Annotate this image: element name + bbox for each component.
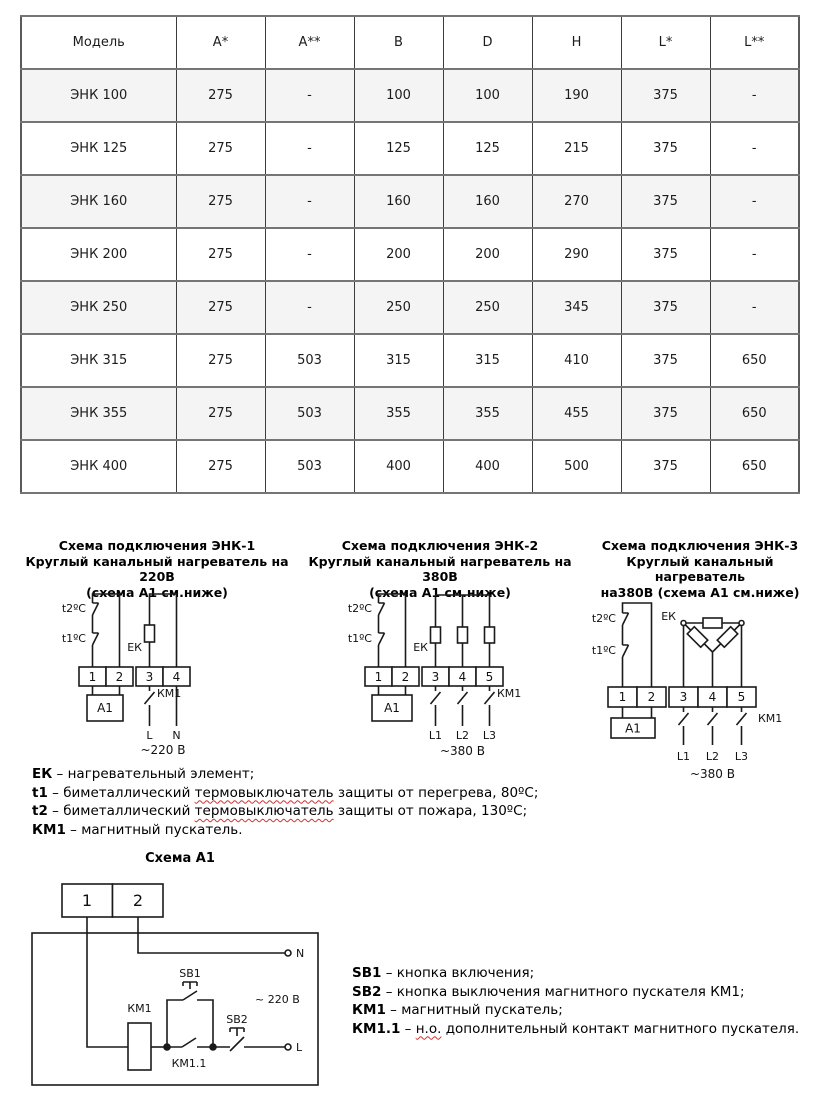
t1-label: t1ºС [591, 644, 616, 657]
table-cell: 455 [532, 387, 621, 440]
spec-table-head-row [21, 16, 799, 69]
terminal-number: 1 [374, 670, 383, 684]
column-header: H [532, 16, 621, 69]
table-row [21, 228, 799, 281]
table-cell: 375 [621, 387, 710, 440]
table-cell: - [265, 122, 354, 175]
legend-term: t1 [32, 784, 48, 801]
table-cell: ЭНК 400 [21, 440, 176, 493]
table-cell: - [265, 228, 354, 281]
scheme-a1-legend [352, 964, 799, 1038]
legend-item: t2 – биметаллический термовыключатель защиты от пожара, 130ºС; [32, 803, 528, 819]
line-l3-label: L3 [482, 729, 497, 742]
km11-contact-icon [167, 1038, 213, 1047]
table-cell: 200 [354, 228, 443, 281]
legend-term: КМ1.1 [352, 1020, 401, 1037]
table-cell: ЭНК 315 [21, 334, 176, 387]
km1-contact-icon [145, 686, 155, 726]
a1-module-label: А1 [625, 721, 641, 736]
table-cell: - [265, 175, 354, 228]
legend-term: SB1 [352, 965, 382, 981]
l-terminal-circle [285, 1044, 291, 1050]
legend-term: SB2 [352, 983, 382, 1000]
terminal-number: 4 [708, 690, 717, 704]
line-n-label: N [172, 729, 181, 742]
table-row [21, 69, 799, 122]
terminal-number: 4 [458, 670, 467, 684]
table-cell: - [265, 281, 354, 334]
table-row [21, 387, 799, 440]
table-cell: 125 [443, 122, 532, 175]
table-cell: 190 [532, 69, 621, 122]
table-cell: 315 [354, 334, 443, 387]
table-cell: 250 [354, 281, 443, 334]
title-line: Круглый канальный нагреватель на 220В [25, 553, 289, 584]
table-cell: 275 [176, 69, 265, 122]
title-line: Схема подключения ЭНК-3 [601, 538, 799, 553]
title-line: Круглый канальный нагреватель на 380В [308, 553, 572, 584]
legend-item: SB2 – кнопка выключения магнитного пускателя КМ1; [352, 983, 745, 1000]
km1-contact-icon [485, 686, 495, 726]
terminal-number: 2 [401, 670, 410, 684]
legend-item: ЕК – нагревательный элемент; [32, 766, 255, 782]
table-cell: - [710, 69, 799, 122]
table-cell: 375 [621, 122, 710, 175]
t2-label: t2ºС [347, 602, 372, 615]
heater-element-icon [703, 618, 722, 628]
column-header: D [443, 16, 532, 69]
line-l1-label: L1 [428, 729, 443, 742]
a1-module-label: А1 [384, 701, 400, 715]
terminal-number: 1 [81, 891, 93, 910]
km1-label: КМ1 [758, 712, 783, 725]
column-header: B [354, 16, 443, 69]
title-line: Схема подключения ЭНК-1 [58, 538, 256, 553]
column-header: Модель [21, 16, 176, 69]
table-cell: ЭНК 355 [21, 387, 176, 440]
heater-element-icon [717, 627, 738, 648]
heater-element-icon [431, 627, 441, 643]
legend-item: SB1 – кнопка включения; [352, 965, 535, 981]
enk3-wiring-diagram [585, 585, 820, 790]
table-cell: 250 [443, 281, 532, 334]
table-cell: - [710, 175, 799, 228]
km1-contact-icon [431, 686, 441, 726]
legend-item: t1 – биметаллический термовыключатель защиты от перегрева, 80ºС; [32, 784, 539, 801]
terminal-number: 2 [647, 690, 656, 704]
title-line: Схема подключения ЭНК-2 [341, 538, 539, 553]
table-cell: ЭНК 160 [21, 175, 176, 228]
thermal-switch-icon [623, 613, 629, 657]
voltage-label: ~380 В [689, 767, 736, 781]
table-cell: 375 [621, 69, 710, 122]
table-cell: 400 [443, 440, 532, 493]
ek-label: ЕК [661, 610, 676, 623]
terminal-number: 2 [115, 670, 124, 684]
line-l1-label: L1 [676, 750, 691, 763]
table-cell: 275 [176, 122, 265, 175]
terminal-number: 3 [679, 690, 688, 704]
table-cell: 200 [443, 228, 532, 281]
scheme-a1-title: Схема А1 [145, 851, 215, 866]
misspelled-word: н.о. [415, 1020, 442, 1037]
title-line: Круглый канальный нагреватель [626, 553, 774, 584]
t1-label: t1ºС [347, 632, 372, 645]
table-cell: 315 [443, 334, 532, 387]
legend-item: КМ1.1 – н.о. дополнительный контакт магнитного пускателя. [352, 1020, 800, 1037]
table-row [21, 175, 799, 228]
column-header: A** [265, 16, 354, 69]
heater-element-icon [687, 627, 708, 648]
table-cell: 375 [621, 228, 710, 281]
legend-term: КМ1 [32, 821, 66, 838]
km1-label: КМ1 [157, 687, 182, 700]
table-cell: 650 [710, 440, 799, 493]
title-line: (схема А1 см.ниже) [369, 584, 511, 600]
ek-label: ЕК [127, 641, 142, 654]
voltage-label: ~380 В [439, 744, 486, 758]
table-cell: 400 [354, 440, 443, 493]
table-cell: ЭНК 250 [21, 281, 176, 334]
terminal-number: 5 [485, 670, 494, 684]
table-cell: 375 [621, 281, 710, 334]
enk2-wiring-diagram [330, 585, 580, 765]
column-header: A* [176, 16, 265, 69]
table-cell: 275 [176, 334, 265, 387]
sb1-button-icon [183, 982, 197, 1000]
legend-item: КМ1 – магнитный пускатель; [352, 1002, 563, 1018]
sb2-button-icon [213, 1028, 285, 1051]
voltage-label: ~220 В [140, 743, 186, 757]
enk1-wiring-diagram [30, 585, 280, 760]
km1-label: КМ1 [127, 1002, 152, 1015]
km1-contact-icon [458, 686, 468, 726]
table-cell: 650 [710, 334, 799, 387]
table-cell: 503 [265, 440, 354, 493]
km1-contact-icon [708, 707, 718, 745]
terminal-number: 3 [431, 670, 440, 684]
table-cell: - [265, 69, 354, 122]
title-line: (схема А1 см.ниже) [86, 584, 228, 600]
n-label: N [296, 947, 305, 960]
table-cell: 160 [443, 175, 532, 228]
table-cell: 275 [176, 440, 265, 493]
t2-label: t2ºС [591, 612, 616, 625]
column-header: L* [621, 16, 710, 69]
terminal-number: 2 [132, 891, 144, 910]
line-l2-label: L2 [455, 729, 470, 742]
table-cell: 375 [621, 175, 710, 228]
table-cell: - [710, 281, 799, 334]
table-row [21, 334, 799, 387]
km1-label: КМ1 [497, 687, 522, 700]
misspelled-word: термовыключатель [194, 803, 334, 819]
thermal-switch-icon [379, 603, 385, 645]
table-cell: 503 [265, 387, 354, 440]
ek-label: ЕК [413, 641, 428, 654]
legend-term: ЕК [32, 766, 53, 782]
table-cell: 275 [176, 387, 265, 440]
table-cell: 375 [621, 440, 710, 493]
km1-contact-icon [679, 707, 689, 745]
table-cell: 215 [532, 122, 621, 175]
table-cell: 345 [532, 281, 621, 334]
table-row [21, 122, 799, 175]
table-cell: 650 [710, 387, 799, 440]
column-header: L** [710, 16, 799, 69]
table-row [21, 281, 799, 334]
n-terminal-circle [285, 950, 291, 956]
table-cell: 500 [532, 440, 621, 493]
a1-module-label: А1 [97, 701, 113, 715]
sb2-label: SB2 [226, 1013, 248, 1026]
dimensions-table [20, 15, 800, 494]
table-cell: - [710, 228, 799, 281]
table-cell: 100 [443, 69, 532, 122]
km1-coil-box [128, 1023, 151, 1070]
table-cell: 100 [354, 69, 443, 122]
table-cell: 355 [354, 387, 443, 440]
table-cell: 160 [354, 175, 443, 228]
terminal-number: 3 [145, 670, 154, 684]
t2-label: t2ºС [61, 602, 86, 615]
table-cell: 355 [443, 387, 532, 440]
voltage-label: ~ 220 В [255, 993, 300, 1006]
heater-element-icon [145, 625, 155, 642]
table-cell: - [710, 122, 799, 175]
km1-contact-icon [737, 707, 747, 745]
thermal-switch-icon [93, 603, 99, 645]
terminal-number: 1 [88, 670, 97, 684]
table-cell: 275 [176, 175, 265, 228]
km11-label: КМ1.1 [171, 1057, 207, 1070]
line-l3-label: L3 [734, 750, 749, 763]
table-cell: ЭНК 125 [21, 122, 176, 175]
heater-element-icon [485, 627, 495, 643]
line-l-label: L [146, 729, 153, 742]
legend-term: КМ1 [352, 1002, 386, 1018]
table-cell: ЭНК 200 [21, 228, 176, 281]
table-cell: 503 [265, 334, 354, 387]
line-l2-label: L2 [705, 750, 720, 763]
table-cell: 290 [532, 228, 621, 281]
table-cell: 375 [621, 334, 710, 387]
t1-label: t1ºС [61, 632, 86, 645]
table-cell: ЭНК 100 [21, 69, 176, 122]
table-cell: 125 [354, 122, 443, 175]
table-cell: 275 [176, 228, 265, 281]
table-row [21, 440, 799, 493]
table-cell: 410 [532, 334, 621, 387]
table-cell: 275 [176, 281, 265, 334]
sb1-label: SB1 [179, 967, 201, 980]
components-legend [32, 765, 538, 839]
l-label: L [296, 1041, 303, 1054]
terminal-number: 4 [172, 670, 181, 684]
terminal-number: 1 [618, 690, 627, 704]
title-line: на380В (схема А1 см.ниже) [600, 584, 800, 600]
legend-term: t2 [32, 803, 48, 819]
scheme-a1-diagram [25, 870, 335, 1095]
legend-item: КМ1 – магнитный пускатель. [32, 821, 243, 838]
terminal-number: 5 [737, 690, 746, 704]
misspelled-word: термовыключатель [194, 784, 334, 801]
heater-element-icon [458, 627, 468, 643]
table-cell: 270 [532, 175, 621, 228]
